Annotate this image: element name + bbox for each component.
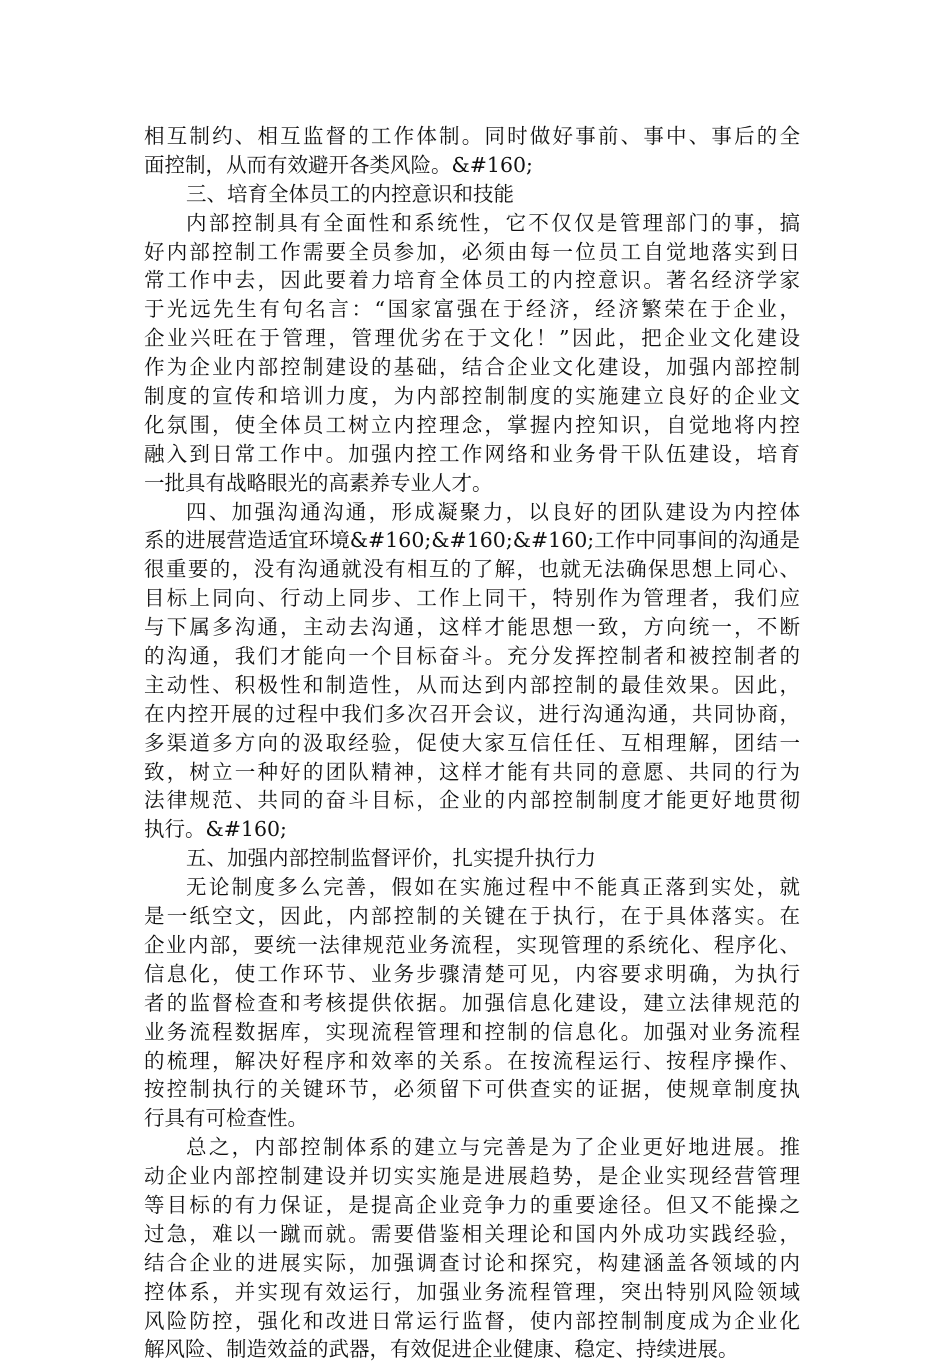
text-line: 致，树立一种好的团队精神，这样才能有共同的意愿、共同的行为 [144, 759, 800, 784]
text-line: 制度的宣传和培训力度，为内部控制制度的实施建立良好的企业文 [144, 384, 800, 409]
text-line: 的梳理，解决好程序和效率的关系。在按流程运行、按程序操作、 [144, 1048, 800, 1073]
text-line: 无论制度多么完善，假如在实施过程中不能真正落到实处，就 [186, 875, 800, 900]
text-line: 四、加强沟通沟通，形成凝聚力，以良好的团队建设为内控体 [186, 499, 800, 524]
text-line: 一批具有战略眼光的高素养专业人才。 [144, 470, 493, 495]
document-body [144, 122, 800, 1364]
text-line: 目标上同向、行动上同步、工作上同干，特别作为管理者，我们应 [144, 586, 800, 611]
text-line: 过急，难以一蹴而就。需要借鉴相关理论和国内外成功实践经验， [144, 1221, 800, 1246]
text-line: 五、加强内部控制监督评价，扎实提升执行力 [186, 846, 596, 871]
text-line: 按控制执行的关键环节，必须留下可供查实的证据，使规章制度执 [144, 1077, 800, 1102]
text-line: 于光远先生有句名言：“国家富强在于经济，经济繁荣在于企业， [144, 297, 800, 322]
text-line: 主动性、积极性和制造性，从而达到内部控制的最佳效果。因此， [144, 672, 800, 697]
text-line: 企业内部，要统一法律规范业务流程，实现管理的系统化、程序化、 [144, 932, 800, 957]
text-line: 常工作中去，因此要着力培育全体员工的内控意识。著名经济学家 [144, 268, 800, 293]
text-line: 解风险、制造效益的武器，有效促进企业健康、稳定、持续进展。 [144, 1337, 739, 1362]
text-line: 等目标的有力保证，是提高企业竞争力的重要途径。但又不能操之 [144, 1192, 800, 1217]
text-line: 与下属多沟通，主动去沟通，这样才能思想一致，方向统一，不断 [144, 615, 800, 640]
text-line: 作为企业内部控制建设的基础，结合企业文化建设，加强内部控制 [144, 355, 800, 380]
text-line: 结合企业的进展实际，加强调查讨论和探究，构建涵盖各领域的内 [144, 1250, 800, 1275]
text-line: 的沟通，我们才能向一个目标奋斗。充分发挥控制者和被控制者的 [144, 644, 800, 669]
text-line: 业务流程数据库，实现流程管理和控制的信息化。加强对业务流程 [144, 1019, 800, 1044]
text-line: 三、培育全体员工的内控意识和技能 [186, 181, 514, 206]
text-line: 执行。&#160; [144, 817, 287, 842]
text-line: 企业兴旺在于管理，管理优劣在于文化！”因此，把企业文化建设 [144, 326, 800, 351]
text-line: 在内控开展的过程中我们多次召开会议，进行沟通沟通，共同协商， [144, 701, 800, 726]
text-line: 信息化，使工作环节、业务步骤清楚可见，内容要求明确，为执行 [144, 961, 800, 986]
text-line: 相互制约、相互监督的工作体制。同时做好事前、事中、事后的全 [144, 124, 800, 148]
text-line: 系的进展营造适宜环境&#160;&#160;&#160;工作中同事间的沟通是 [144, 528, 800, 553]
text-line: 风险防控，强化和改进日常运行监督，使内部控制制度成为企业化 [144, 1308, 800, 1333]
text-line: 面控制，从而有效避开各类风险。&#160; [144, 152, 533, 177]
text-line: 内部控制具有全面性和系统性，它不仅仅是管理部门的事，搞 [186, 210, 800, 235]
text-line: 化氛围，使全体员工树立内控理念，掌握内控知识，自觉地将内控 [144, 412, 800, 437]
text-line: 很重要的，没有沟通就没有相互的了解，也就无法确保思想上同心、 [144, 557, 800, 582]
text-line: 融入到日常工作中。加强内控工作网络和业务骨干队伍建设，培育 [144, 441, 800, 466]
text-line: 者的监督检查和考核提供依据。加强信息化建设，建立法律规范的 [144, 990, 800, 1015]
text-line: 多渠道多方向的汲取经验，促使大家互信任任、互相理解，团结一 [144, 730, 800, 755]
text-line: 行具有可检查性。 [144, 1106, 308, 1131]
text-line: 动企业内部控制建设并切实实施是进展趋势，是企业实现经营管理 [144, 1164, 800, 1189]
text-line: 总之，内部控制体系的建立与完善是为了企业更好地进展。推 [186, 1135, 800, 1160]
text-line: 好内部控制工作需要全员参加，必须由每一位员工自觉地落实到日 [144, 239, 800, 264]
text-line: 是一纸空文，因此，内部控制的关键在于执行，在于具体落实。在 [144, 904, 800, 929]
text-line: 控体系，并实现有效运行，加强业务流程管理，突出特别风险领域 [144, 1279, 800, 1304]
text-line: 法律规范、共同的奋斗目标，企业的内部控制制度才能更好地贯彻 [144, 788, 800, 813]
